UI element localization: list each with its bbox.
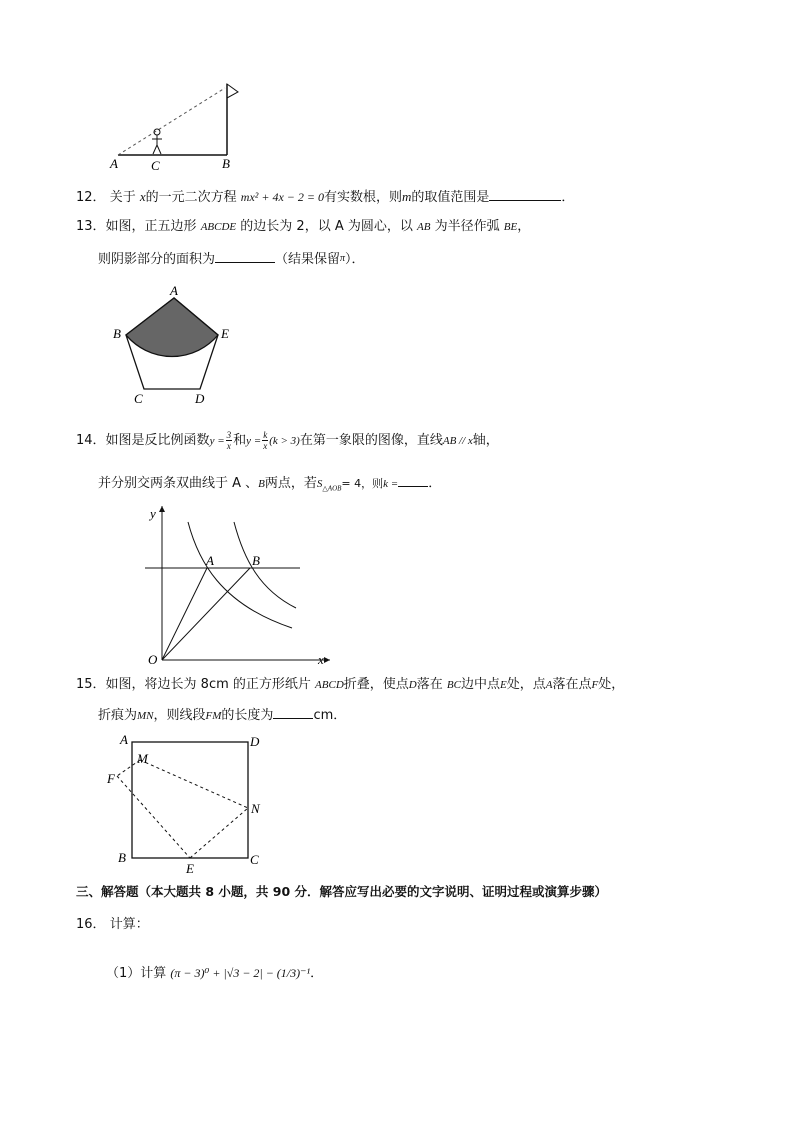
point-a-label: A — [120, 732, 128, 747]
question-16-part1: （1）计算 (π − 3)⁰ + |√3 − 2| − (1/3)⁻¹． — [106, 966, 324, 981]
question-15-line1: 15．如图，将边长为 8cm 的正方形纸片 ABCD折叠，使点D落在 BC边中点E处，点A落在点F处， — [76, 677, 625, 692]
equation: mx² + 4x − 2 = 0 — [240, 190, 324, 204]
point-e-label: E — [221, 326, 229, 341]
point-b-label: B — [252, 553, 260, 568]
question-14-line2: 并分别交两条双曲线于 A 、B两点，若$S_{\triangle AOB}= 4$，则k = ． — [98, 476, 442, 493]
fraction-k-over-x: $\frac{k}{x}$ — [263, 430, 268, 451]
x-axis-label: x — [318, 652, 324, 667]
origin-label: O — [148, 652, 158, 667]
point-f-label: F — [107, 771, 115, 786]
fraction-3-over-x: $\frac{3}{x}$ — [226, 430, 232, 451]
point-a-label: A — [170, 283, 178, 298]
pentagon-figure — [108, 282, 246, 408]
y-axis-label: y — [150, 506, 156, 521]
point-e-label: E — [186, 861, 194, 874]
answer-blank — [215, 250, 275, 263]
point-d-label: D — [250, 734, 260, 749]
point-d-label: D — [195, 391, 205, 406]
question-13-line2: 则阴影部分的面积为 （结果保留$^\pi$）． — [98, 252, 365, 267]
question-12: 12． 关于 x的一元二次方程 mx² + 4x − 2 = 0有实数根，则m的取值范围是 ． — [76, 189, 575, 205]
point-a-label: A — [206, 553, 214, 568]
question-14-line1: 14．如图是反比例函数y = $\frac{3}{x}$ 和y = $\frac{k}{x}$ (k > 3)在第一象限的图像，直线AB // x轴， — [76, 430, 499, 451]
question-number: 12． — [76, 190, 106, 205]
question-13-line1: 13．如图，正五边形 ABCDE 的边长为 2，以 A 为圆心，以 AB 为半径作弧 BE， — [76, 219, 531, 234]
flagpole-figure — [100, 78, 260, 172]
answer-blank — [489, 188, 561, 201]
point-b-label: B — [113, 326, 121, 341]
point-n-label: N — [251, 801, 260, 816]
point-b-label: B — [118, 850, 126, 865]
point-m-label: M — [137, 751, 148, 766]
section-heading: 三、解答题（本大题共 8 小题，共 90 分．解答应写出必要的文字说明、证明过程或演算步骤） — [76, 884, 608, 899]
question-16: 16． 计算： — [76, 917, 149, 932]
question-number: 16． — [76, 917, 106, 932]
point-b-label: B — [222, 156, 230, 171]
question-number: 14． — [76, 433, 106, 448]
hyperbola-figure — [140, 500, 340, 672]
point-c-label: C — [134, 391, 143, 406]
answer-blank — [398, 474, 428, 487]
folded-square-figure — [104, 730, 274, 874]
expression: (π − 3)⁰ + |√3 − 2| − (1/3)⁻¹ — [170, 966, 311, 980]
question-number: 13． — [76, 219, 106, 234]
point-c-label: C — [250, 852, 259, 867]
point-a-label: A — [110, 156, 118, 171]
answer-blank — [273, 706, 313, 719]
point-c-label: C — [151, 158, 160, 172]
question-number: 15． — [76, 677, 106, 692]
question-15-line2: 折痕为MN，则线段FM的长度为 cm． — [98, 708, 347, 723]
